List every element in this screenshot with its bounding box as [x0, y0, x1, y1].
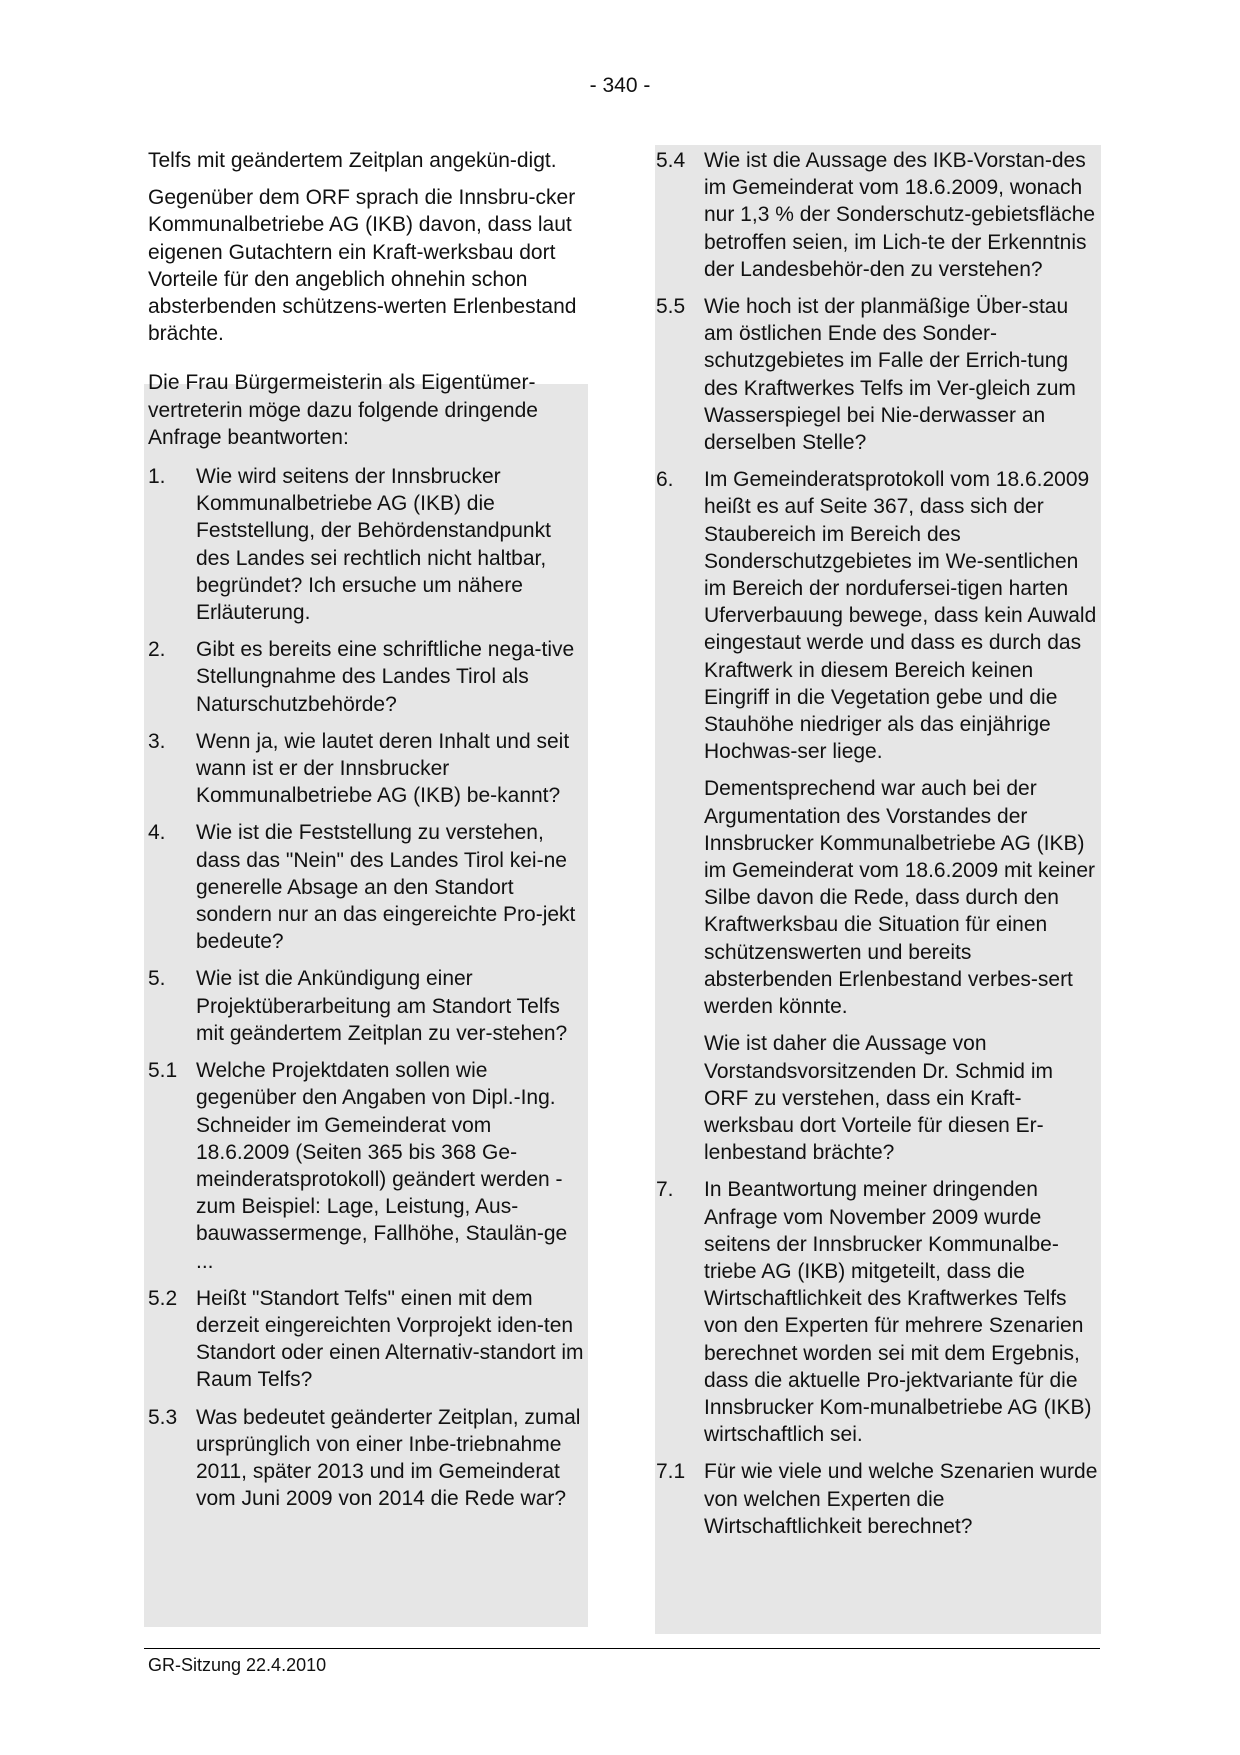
question-number: 5.4: [656, 149, 686, 172]
question-continuation: Wie ist daher die Aussage von Vorstandsvorsitzenden Dr. Schmid im ORF zu verstehen, dass ein Kraft-werksbau dort Vorteile für diesen Er-lenbestand brächte?: [704, 1032, 1053, 1165]
question-text: Welche Projektdaten sollen wie gegenüber den Angaben von Dipl.-Ing. Schneider im Gemeinderat vom 18.6.2009 (Seiten 365 bis 368 Ge-meinderatsprotokoll) geändert werden - zum Beispiel: Lage, Leistung, Aus-bauwassermenge, Fallhöhe, Staulän-ge ...: [196, 1059, 568, 1273]
right-column: [656, 147, 1100, 1550]
question-text: Heißt "Standort Telfs" einen mit dem derzeit eingereichten Vorprojekt iden-ten Standort oder einen Alternativ-standort im Raum Telfs?: [196, 1286, 584, 1392]
question-text: In Beantwortung meiner dringenden Anfrage vom November 2009 wurde seitens der Innsbrucker Kommunalbe-triebe AG (IKB) mitgeteilt, dass die Wirtschaftlichkeit des Kraftwerkes Telfs von den Experten für mehrere Szenarien berechnet worden sei mit dem Ergebnis, dass die aktuelle Pro-jektvariante für die Innsbrucker Kom-munalbetriebe AG (IKB) wirtschaftlich sei.: [704, 1178, 1092, 1447]
question-number: 7.: [656, 1178, 674, 1202]
question-text: Wie hoch ist der planmäßige Über-stau am östlichen Ende des Sonder-schutzgebietes im Falle der Errich-tung des Kraftwerkes Telfs im Ver-gleich zum Wasserspiegel bei Nie-derwasser an derselben Stelle?: [704, 295, 1076, 455]
question-continuation: Dementsprechend war auch bei der Argumentation des Vorstandes der Innsbrucker Kommunalbetriebe AG (IKB) im Gemeinderat vom 18.6.2009 mit keiner Silbe davon die Rede, dass durch den Kraftwerksbau die Situation für einen schützenswerten und bereits absterbenden Erlenbestand verbes-sert werden könnte.: [704, 777, 1096, 1019]
question-item: [656, 293, 1100, 456]
question-text: Was bedeutet geänderter Zeitplan, zumal ursprünglich von einer Inbe-triebnahme 2011, später 2013 und im Gemeinderat vom Juni 2009 von 2014 die Rede war?: [196, 1405, 581, 1511]
question-text: Wie ist die Ankündigung einer Projektüberarbeitung am Standort Telfs mit geändertem Zeitplan zu ver-stehen?: [196, 967, 568, 1045]
question-item: [656, 1176, 1100, 1448]
question-text: Für wie viele und welche Szenarien wurde von welchen Experten die Wirtschaftlichkeit berechnet?: [704, 1460, 1098, 1538]
question-item: [148, 965, 588, 1047]
question-number: 5.1: [148, 1059, 178, 1083]
question-text: Wenn ja, wie lautet deren Inhalt und seit wann ist er der Innsbrucker Kommunalbetriebe AG (IKB) be-kannt?: [196, 729, 570, 808]
question-item: [148, 819, 588, 955]
question-number: 1.: [148, 465, 166, 489]
question-item: [148, 636, 588, 718]
left-column: [148, 147, 588, 1522]
question-item: [656, 466, 1100, 765]
question-number: 2.: [148, 638, 166, 662]
footer-rule: [144, 1648, 1100, 1649]
question-text: Im Gemeinderatsprotokoll vom 18.6.2009 heißt es auf Seite 367, dass sich der Staubereich im Bereich des Sonderschutzgebietes im We-sentlichen im Bereich der nordufersei-tigen harten Uferverbauung bewege, dass kein Auwald eingestaut werde und dass es durch das Kraftwerk in diesem Bereich keinen Eingriff in die Vegetation gebe und die Stauhöhe niedriger als das einjährige Hochwas-ser liege.: [704, 468, 1097, 764]
question-number: 5.: [148, 967, 166, 991]
question-item: [656, 147, 1100, 283]
question-item: [148, 1057, 588, 1275]
question-text: Wie wird seitens der Innsbrucker Kommunalbetriebe AG (IKB) die Feststellung, der Behördenstandpunkt des Landes sei rechtlich nicht haltbar, begründet? Ich ersuche um nähere Erläuterung.: [196, 465, 551, 625]
question-number: 3.: [148, 729, 166, 753]
intro-paragraph-1: Telfs mit geändertem Zeitplan angekün-digt.: [148, 149, 557, 172]
page-number: - 340 -: [589, 74, 651, 97]
question-text: Gibt es bereits eine schriftliche nega-tive Stellungnahme des Landes Tirol als Naturschutzbehörde?: [196, 638, 575, 716]
question-number: 5.2: [148, 1286, 178, 1310]
question-number: 6.: [656, 468, 674, 492]
question-item: [148, 728, 588, 810]
question-item: [656, 1458, 1100, 1540]
question-number: 5.5: [656, 295, 686, 319]
question-item: [148, 1285, 588, 1394]
question-item: [148, 463, 588, 626]
question-text: Wie ist die Aussage des IKB-Vorstan-des im Gemeinderat vom 18.6.2009, wonach nur 1,3 % der Sonderschutz-gebietsfläche betroffen seien, im Lich-te der Erkenntnis der Landesbehör-den zu verstehen?: [704, 149, 1096, 281]
question-item: [148, 1404, 588, 1513]
question-text: Wie ist die Feststellung zu verstehen, dass das "Nein" des Landes Tirol kei-ne generelle Absage an den Standort sondern nur an das eingereichte Pro-jekt bedeute?: [196, 821, 576, 954]
question-number: 5.3: [148, 1405, 178, 1429]
question-number: 7.1: [656, 1460, 686, 1484]
footer-text: GR-Sitzung 22.4.2010: [148, 1655, 327, 1675]
question-number: 4.: [148, 821, 166, 845]
request-paragraph: Die Frau Bürgermeisterin als Eigentümer-vertreterin möge dazu folgende dringende Anfrage beantworten:: [148, 371, 538, 449]
intro-paragraph-2: Gegenüber dem ORF sprach die Innsbru-cker Kommunalbetriebe AG (IKB) davon, dass laut eigenen Gutachtern ein Kraft-werksbau dort Vorteile für den angeblich ohnehin schon absterbenden schützens-werten Erlenbestand brächte.: [148, 186, 577, 346]
